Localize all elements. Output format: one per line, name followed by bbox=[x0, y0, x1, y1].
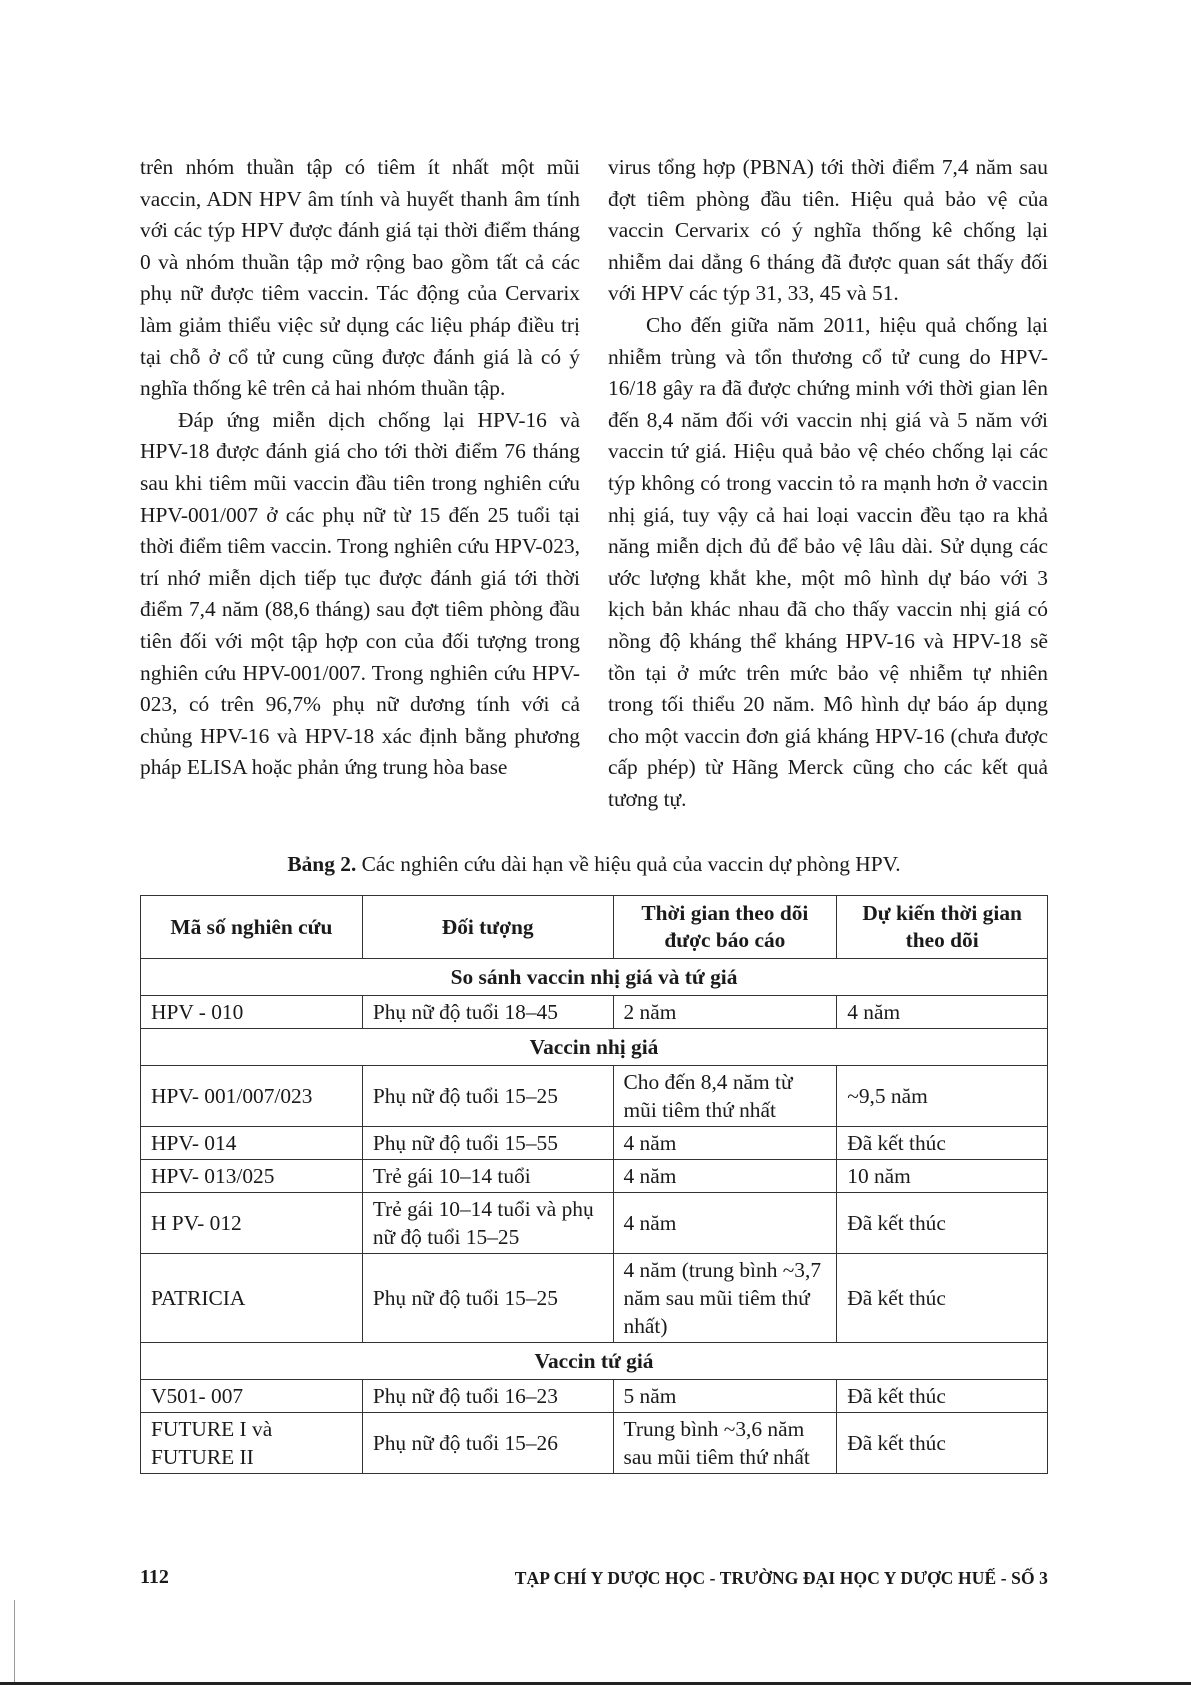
cell-study-code: V501- 007 bbox=[141, 1380, 363, 1413]
header-study-code: Mã số nghiên cứu bbox=[141, 896, 363, 959]
table-body bbox=[141, 959, 1048, 1474]
paragraph: Cho đến giữa năm 2011, hiệu quả chống lại nhiễm trùng và tổn thương cổ tử cung do HPV-16/18 gây ra đã được chứng minh với thời gian lên đến 8,4 năm đối với vaccin nhị giá và 5 năm với vaccin tứ giá. Hiệu quả bảo vệ chéo chống lại các týp không có trong vaccin tỏ ra mạnh hơn ở vaccin nhị giá, tuy vậy cả hai loại vaccin đều tạo ra khả năng miễn dịch đủ để bảo vệ lâu dài. Sử dụng các ước lượng khắt khe, một mô hình dự báo với 3 kịch bản khác nhau đã cho thấy vaccin nhị giá có nồng độ kháng thể kháng HPV-16 và HPV-18 sẽ tồn tại ở mức trên mức bảo vệ nhiễm tự nhiên trong tối thiểu 20 năm. Mô hình dự báo áp dụng cho một vaccin đơn giá kháng HPV-16 (chưa được cấp phép) từ Hãng Merck cũng cho các kết quả tương tự. bbox=[608, 312, 1048, 811]
table-row bbox=[141, 1413, 1048, 1474]
cell-expected-followup: Đã kết thúc bbox=[837, 1254, 1048, 1343]
cell-subjects: Phụ nữ độ tuổi 16–23 bbox=[362, 1380, 613, 1413]
table-caption-text: Các nghiên cứu dài hạn về hiệu quả của vaccin dự phòng HPV. bbox=[356, 852, 901, 876]
cell-expected-followup: 4 năm bbox=[837, 996, 1048, 1029]
section-title: So sánh vaccin nhị giá và tứ giá bbox=[141, 959, 1048, 996]
cell-subjects: Phụ nữ độ tuổi 15–55 bbox=[362, 1127, 613, 1160]
header-subjects: Đối tượng bbox=[362, 896, 613, 959]
cell-reported-followup: 4 năm (trung bình ~3,7 năm sau mũi tiêm thứ nhất) bbox=[613, 1254, 837, 1343]
paragraph: trên nhóm thuần tập có tiêm ít nhất một mũi vaccin, ADN HPV âm tính và huyết thanh âm tính với các týp HPV được đánh giá tại thời điểm tháng 0 và nhóm thuần tập mở rộng bao gồm tất cả các phụ nữ được tiêm vaccin. Tác động của Cervarix làm giảm thiểu việc sử dụng các liệu pháp điều trị tại chỗ ở cổ tử cung cũng được đánh giá là có ý nghĩa thống kê trên cả hai nhóm thuần tập. bbox=[140, 155, 580, 401]
table-header-row bbox=[141, 896, 1048, 959]
cell-study-code: HPV- 001/007/023 bbox=[141, 1066, 363, 1127]
cell-reported-followup: Trung bình ~3,6 năm sau mũi tiêm thứ nhất bbox=[613, 1413, 837, 1474]
table-row bbox=[141, 1254, 1048, 1343]
studies-table bbox=[140, 895, 1048, 1474]
table-row bbox=[141, 1066, 1048, 1127]
cell-expected-followup: ~9,5 năm bbox=[837, 1066, 1048, 1127]
cell-reported-followup: 2 năm bbox=[613, 996, 837, 1029]
section-title: Vaccin nhị giá bbox=[141, 1029, 1048, 1066]
scan-edge-line bbox=[14, 1600, 15, 1685]
cell-expected-followup: Đã kết thúc bbox=[837, 1193, 1048, 1254]
cell-reported-followup: 4 năm bbox=[613, 1160, 837, 1193]
cell-subjects: Phụ nữ độ tuổi 18–45 bbox=[362, 996, 613, 1029]
right-text-column bbox=[608, 152, 1048, 815]
table-row bbox=[141, 1127, 1048, 1160]
table-caption-label: Bảng 2. bbox=[287, 852, 357, 876]
table-section-row bbox=[141, 1343, 1048, 1380]
table-row bbox=[141, 1380, 1048, 1413]
page-number: 112 bbox=[140, 1566, 169, 1588]
table-caption bbox=[140, 852, 1048, 877]
cell-subjects: Phụ nữ độ tuổi 15–25 bbox=[362, 1066, 613, 1127]
cell-subjects: Phụ nữ độ tuổi 15–25 bbox=[362, 1254, 613, 1343]
cell-study-code: HPV - 010 bbox=[141, 996, 363, 1029]
cell-study-code: PATRICIA bbox=[141, 1254, 363, 1343]
cell-study-code: FUTURE I và FUTURE II bbox=[141, 1413, 363, 1474]
cell-reported-followup: Cho đến 8,4 năm từ mũi tiêm thứ nhất bbox=[613, 1066, 837, 1127]
paragraph: virus tổng hợp (PBNA) tới thời điểm 7,4 năm sau đợt tiêm phòng đầu tiên. Hiệu quả bảo vệ của vaccin Cervarix có ý nghĩa thống kê chống lại nhiễm dai dẳng 6 tháng đã được quan sát thấy đối với HPV các týp 31, 33, 45 và 51. bbox=[608, 155, 1048, 306]
cell-expected-followup: Đã kết thúc bbox=[837, 1413, 1048, 1474]
cell-study-code: H PV- 012 bbox=[141, 1193, 363, 1254]
cell-subjects: Trẻ gái 10–14 tuổi bbox=[362, 1160, 613, 1193]
cell-study-code: HPV- 013/025 bbox=[141, 1160, 363, 1193]
section-title: Vaccin tứ giá bbox=[141, 1343, 1048, 1380]
cell-expected-followup: Đã kết thúc bbox=[837, 1380, 1048, 1413]
header-reported-followup: Thời gian theo dõi được báo cáo bbox=[613, 896, 837, 959]
cell-study-code: HPV- 014 bbox=[141, 1127, 363, 1160]
table-section-row bbox=[141, 959, 1048, 996]
cell-reported-followup: 4 năm bbox=[613, 1193, 837, 1254]
table-row bbox=[141, 996, 1048, 1029]
cell-reported-followup: 5 năm bbox=[613, 1380, 837, 1413]
cell-subjects: Phụ nữ độ tuổi 15–26 bbox=[362, 1413, 613, 1474]
header-expected-followup: Dự kiến thời gian theo dõi bbox=[837, 896, 1048, 959]
paragraph: Đáp ứng miễn dịch chống lại HPV-16 và HPV-18 được đánh giá cho tới thời điểm 76 tháng sau khi tiêm mũi vaccin đầu tiên trong nghiên cứu HPV-001/007 ở các phụ nữ từ 15 đến 25 tuổi tại thời điểm tiêm vaccin. Trong nghiên cứu HPV-023, trí nhớ miễn dịch tiếp tục được đánh giá tới thời điểm 7,4 năm (88,6 tháng) sau đợt tiêm phòng đầu tiên đối với một tập hợp con của đối tượng trong nghiên cứu HPV-001/007. Trong nghiên cứu HPV-023, có trên 96,7% phụ nữ dương tính với cả chủng HPV-16 và HPV-18 xác định bằng phương pháp ELISA hoặc phản ứng trung hòa base bbox=[140, 407, 580, 780]
cell-expected-followup: 10 năm bbox=[837, 1160, 1048, 1193]
table-section-row bbox=[141, 1029, 1048, 1066]
cell-expected-followup: Đã kết thúc bbox=[837, 1127, 1048, 1160]
journal-footer: TẠP CHÍ Y DƯỢC HỌC - TRƯỜNG ĐẠI HỌC Y DƯỢC HUẾ - SỐ 3 bbox=[514, 1568, 1048, 1588]
left-text-column bbox=[140, 152, 580, 784]
cell-subjects: Trẻ gái 10–14 tuổi và phụ nữ độ tuổi 15–25 bbox=[362, 1193, 613, 1254]
table-row bbox=[141, 1193, 1048, 1254]
cell-reported-followup: 4 năm bbox=[613, 1127, 837, 1160]
table-row bbox=[141, 1160, 1048, 1193]
